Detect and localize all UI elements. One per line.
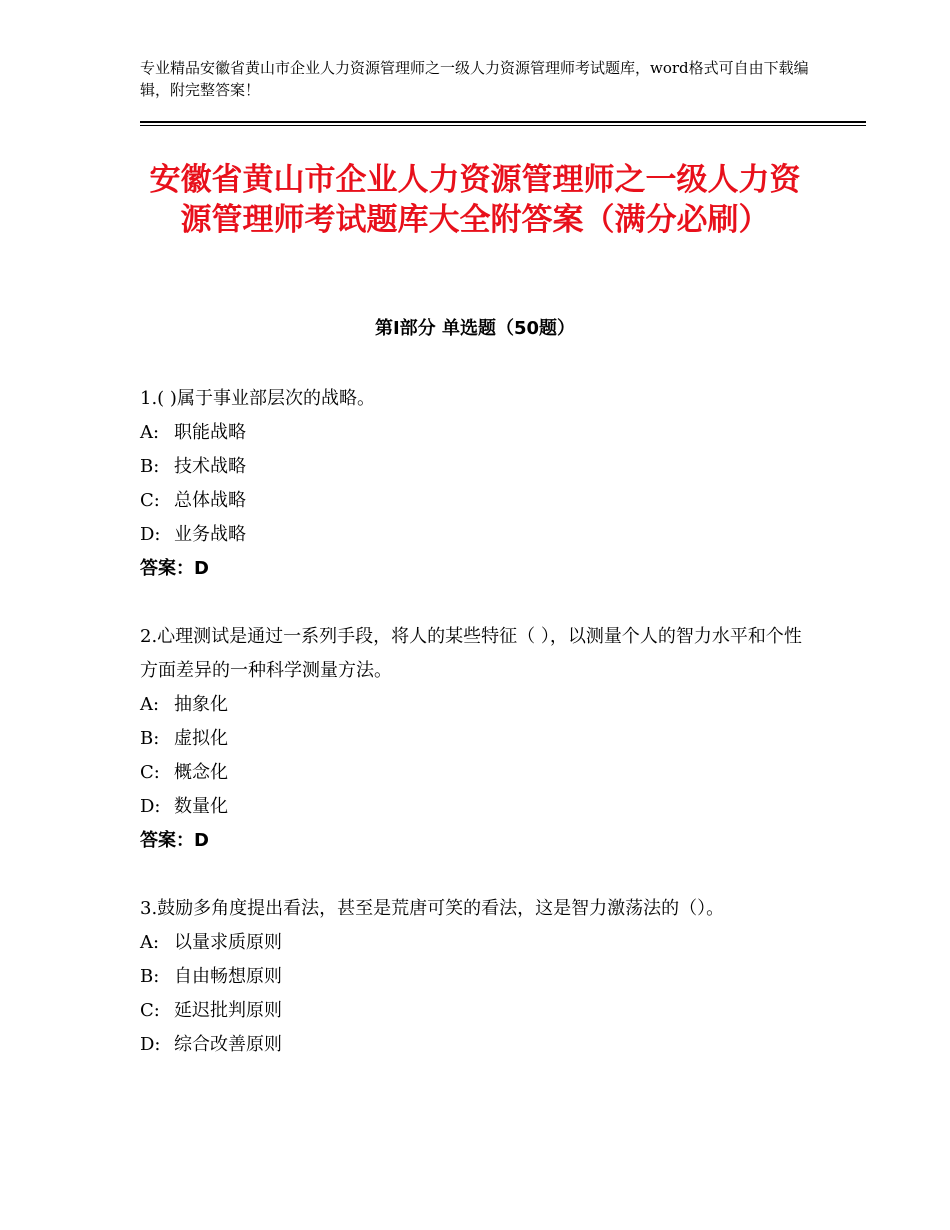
question-stem: 3.鼓励多角度提出看法，甚至是荒唐可笑的看法，这是智力激荡法的（）。 xyxy=(140,898,725,919)
option-b xyxy=(140,722,810,756)
header-note: 专业精品安徽省黄山市企业人力资源管理师之一级人力资源管理师考试题库，word格式可自由下载编辑，附完整答案！ xyxy=(140,59,809,99)
header-rule-thin xyxy=(140,125,866,126)
option-letter: C: xyxy=(140,490,160,511)
option-d xyxy=(140,790,810,824)
option-text: 自由畅想原则 xyxy=(174,966,282,987)
section-heading: 第Ⅰ部分 单选题（50题） xyxy=(374,318,575,339)
option-letter: C: xyxy=(140,762,160,783)
question-1 xyxy=(140,382,810,586)
option-text: 综合改善原则 xyxy=(174,1034,282,1055)
answer-line: 答案：D xyxy=(140,558,209,579)
option-c xyxy=(140,756,810,790)
option-a xyxy=(140,926,810,960)
option-text: 概念化 xyxy=(174,762,228,783)
document-title: 安徽省黄山市企业人力资源管理师之一级人力资源管理师考试题库大全附答案（满分必刷） xyxy=(149,162,801,238)
option-letter: A: xyxy=(140,694,160,715)
option-a xyxy=(140,416,810,450)
answer-line: 答案：D xyxy=(140,830,209,851)
option-c xyxy=(140,484,810,518)
option-text: 职能战略 xyxy=(174,422,246,443)
option-letter: D: xyxy=(140,524,161,545)
option-text: 以量求质原则 xyxy=(174,932,282,953)
header-rule-thick xyxy=(140,121,866,123)
option-text: 业务战略 xyxy=(174,524,246,545)
option-letter: A: xyxy=(140,932,160,953)
option-d xyxy=(140,1028,810,1062)
question-2 xyxy=(140,620,810,858)
option-text: 数量化 xyxy=(174,796,228,817)
option-letter: D: xyxy=(140,796,161,817)
option-text: 抽象化 xyxy=(174,694,228,715)
option-b xyxy=(140,960,810,994)
option-letter: B: xyxy=(140,456,160,477)
option-letter: C: xyxy=(140,1000,160,1021)
option-letter: B: xyxy=(140,966,160,987)
question-3 xyxy=(140,892,810,1062)
option-letter: B: xyxy=(140,728,160,749)
option-b xyxy=(140,450,810,484)
option-letter: A: xyxy=(140,422,160,443)
option-text: 技术战略 xyxy=(174,456,246,477)
option-d xyxy=(140,518,810,552)
option-text: 虚拟化 xyxy=(174,728,228,749)
option-letter: D: xyxy=(140,1034,161,1055)
question-stem: 2.心理测试是通过一系列手段，将人的某些特征（ ），以测量个人的智力水平和个性方面差异的一种科学测量方法。 xyxy=(140,626,802,681)
option-c xyxy=(140,994,810,1028)
question-stem: 1.( )属于事业部层次的战略。 xyxy=(140,388,375,409)
question-list xyxy=(140,382,810,1096)
option-text: 总体战略 xyxy=(174,490,246,511)
option-a xyxy=(140,688,810,722)
option-text: 延迟批判原则 xyxy=(174,1000,282,1021)
